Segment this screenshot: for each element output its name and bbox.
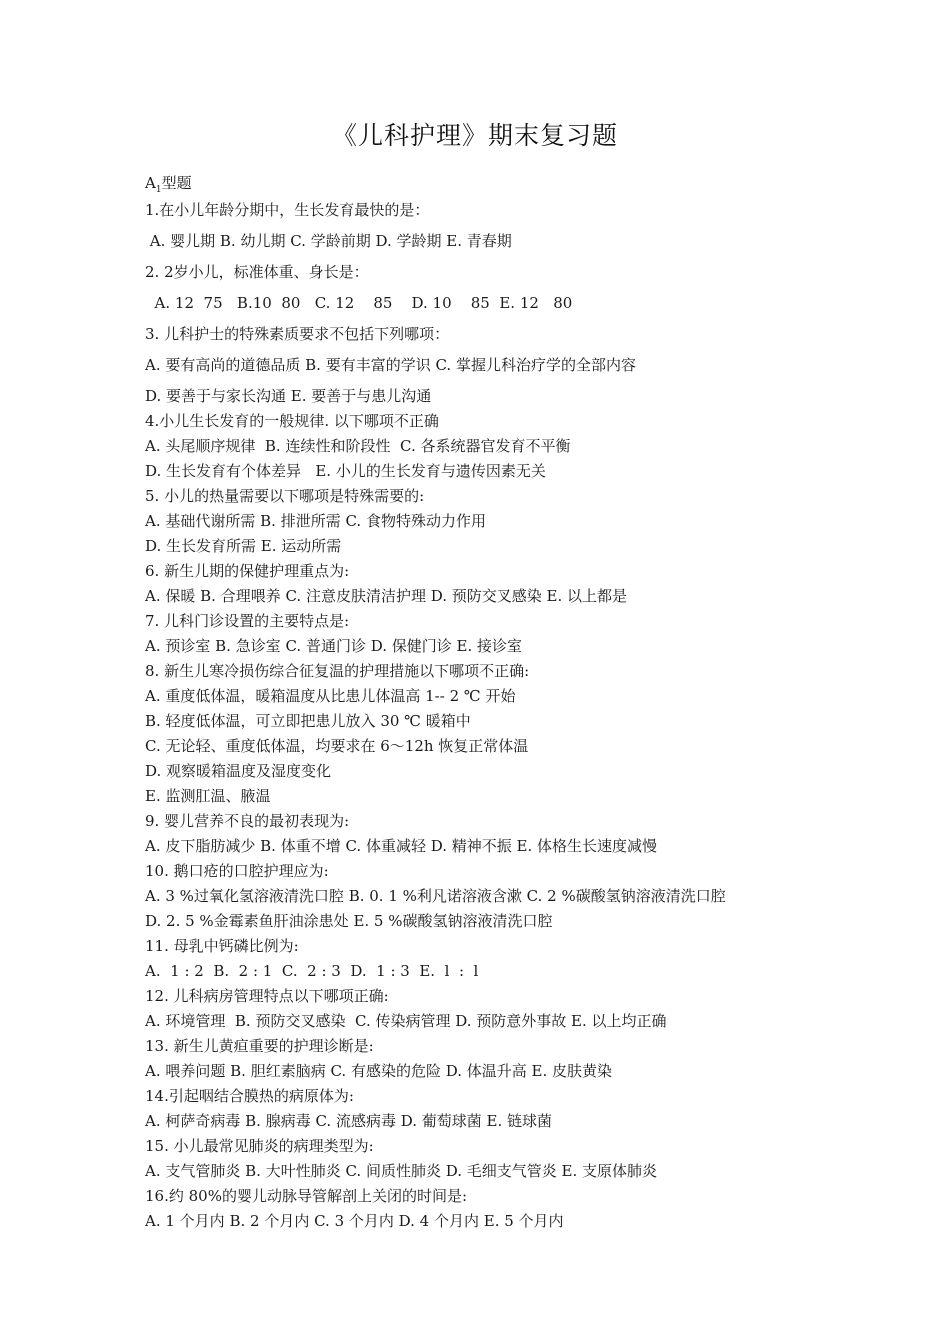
document-title: 《儿科护理》期末复习题 (331, 121, 618, 150)
answer-options-line: A. 重度低体温，暖箱温度从比患儿体温高 1-- 2 ℃ 开始 (145, 687, 516, 705)
question-line: 8. 新生儿寒冷损伤综合征复温的护理措施以下哪项不正确: (145, 662, 530, 680)
answer-options-line: A. 1 个月内 B. 2 个月内 C. 3 个月内 D. 4 个月内 E. 5 个月内 (145, 1212, 564, 1230)
question-line: 13. 新生儿黄疸重要的护理诊断是: (145, 1037, 374, 1055)
section-subscript: 1 (155, 185, 162, 195)
question-line: 7. 儿科门诊设置的主要特点是: (145, 612, 350, 630)
answer-options-line: A. 保暖 B. 合理喂养 C. 注意皮肤清洁护理 D. 预防交叉感染 E. 以上都是 (145, 587, 627, 605)
answer-options-line: A. 支气管肺炎 B. 大叶性肺炎 C. 间质性肺炎 D. 毛细支气管炎 E. 支原体肺炎 (145, 1162, 657, 1180)
question-line: 11. 母乳中钙磷比例为: (145, 937, 299, 955)
question-line: 5. 小儿的热量需要以下哪项是特殊需要的: (145, 487, 425, 505)
question-line: 10. 鹅口疮的口腔护理应为: (145, 862, 329, 880)
question-list (145, 198, 845, 1234)
answer-options-line: A. 婴儿期 B. 幼儿期 C. 学龄前期 D. 学龄期 E. 青春期 (145, 232, 512, 250)
answer-options-line: A. 头尾顺序规律 B. 连续性和阶段性 C. 各系统器官发育不平衡 (145, 437, 571, 455)
answer-options-line: A. 12 75 B.10 80 C. 12 85 D. 10 85 E. 12 80 (145, 294, 573, 312)
answer-options-line: D. 观察暖箱温度及湿度变化 (145, 762, 332, 780)
question-line: 4.小儿生长发育的一般规律. 以下哪项不正确 (145, 412, 439, 430)
question-line: 15. 小儿最常见肺炎的病理类型为: (145, 1137, 374, 1155)
question-line: 2. 2岁小儿，标准体重、身长是： (145, 263, 369, 281)
question-line: 12. 儿科病房管理特点以下哪项正确: (145, 987, 389, 1005)
answer-options-line: A. 柯萨奇病毒 B. 腺病毒 C. 流感病毒 D. 葡萄球菌 E. 链球菌 (145, 1112, 552, 1130)
question-line: 16.约 80%的婴儿动脉导管解剖上关闭的时间是: (145, 1187, 468, 1205)
section-heading (145, 172, 192, 195)
question-line: 6. 新生儿期的保健护理重点为: (145, 562, 350, 580)
answer-options-line: B. 轻度低体温，可立即把患儿放入 30 ℃ 暖箱中 (145, 712, 471, 730)
answer-options-line: A. 基础代谢所需 B. 排泄所需 C. 食物特殊动力作用 (145, 512, 486, 530)
answer-options-line: D. 生长发育所需 E. 运动所需 (145, 537, 342, 555)
answer-options-line: A. 喂养问题 B. 胆红素脑病 C. 有感染的危险 D. 体温升高 E. 皮肤黄染 (145, 1062, 612, 1080)
answer-options-line: A. 1 : 2 B. 2 : 1 C. 2 : 3 D. 1 : 3 E. l : l (145, 962, 479, 980)
answer-options-line: D. 生长发育有个体差异 E. 小儿的生长发育与遗传因素无关 (145, 462, 546, 480)
answer-options-line: E. 监测肛温、腋温 (145, 787, 271, 805)
answer-options-line: D. 要善于与家长沟通 E. 要善于与患儿沟通 (145, 387, 432, 405)
answer-options-line: D. 2. 5 %金霉素鱼肝油涂患处 E. 5 %碳酸氢钠溶液清洗口腔 (145, 912, 553, 930)
answer-options-line: A. 环境管理 B. 预防交叉感染 C. 传染病管理 D. 预防意外事故 E. 以上均正确 (145, 1012, 667, 1030)
question-line: 14.引起咽结合膜热的病原体为: (145, 1087, 354, 1105)
answer-options-line: A. 3 %过氧化氢溶液清洗口腔 B. 0. 1 %利凡诺溶液含漱 C. 2 %碳酸氢钠溶液清洗口腔 (145, 887, 726, 905)
question-line: 1.在小儿年龄分期中，生长发育最快的是： (145, 201, 430, 219)
question-line: 3. 儿科护士的特殊素质要求不包括下列哪项： (145, 325, 450, 343)
section-label: A (145, 174, 156, 192)
answer-options-line: A. 要有高尚的道德品质 B. 要有丰富的学识 C. 掌握儿科治疗学的全部内容 (145, 356, 636, 374)
section-suffix: 型题 (161, 174, 192, 192)
answer-options-line: A. 皮下脂肪减少 B. 体重不增 C. 体重减轻 D. 精神不振 E. 体格生长速度减慢 (145, 837, 657, 855)
question-line: 9. 婴儿营养不良的最初表现为: (145, 812, 350, 830)
answer-options-line: A. 预诊室 B. 急诊室 C. 普通门诊 D. 保健门诊 E. 接诊室 (145, 637, 522, 655)
answer-options-line: C. 无论轻、重度低体温，均要求在 6～12h 恢复正常体温 (145, 737, 529, 755)
